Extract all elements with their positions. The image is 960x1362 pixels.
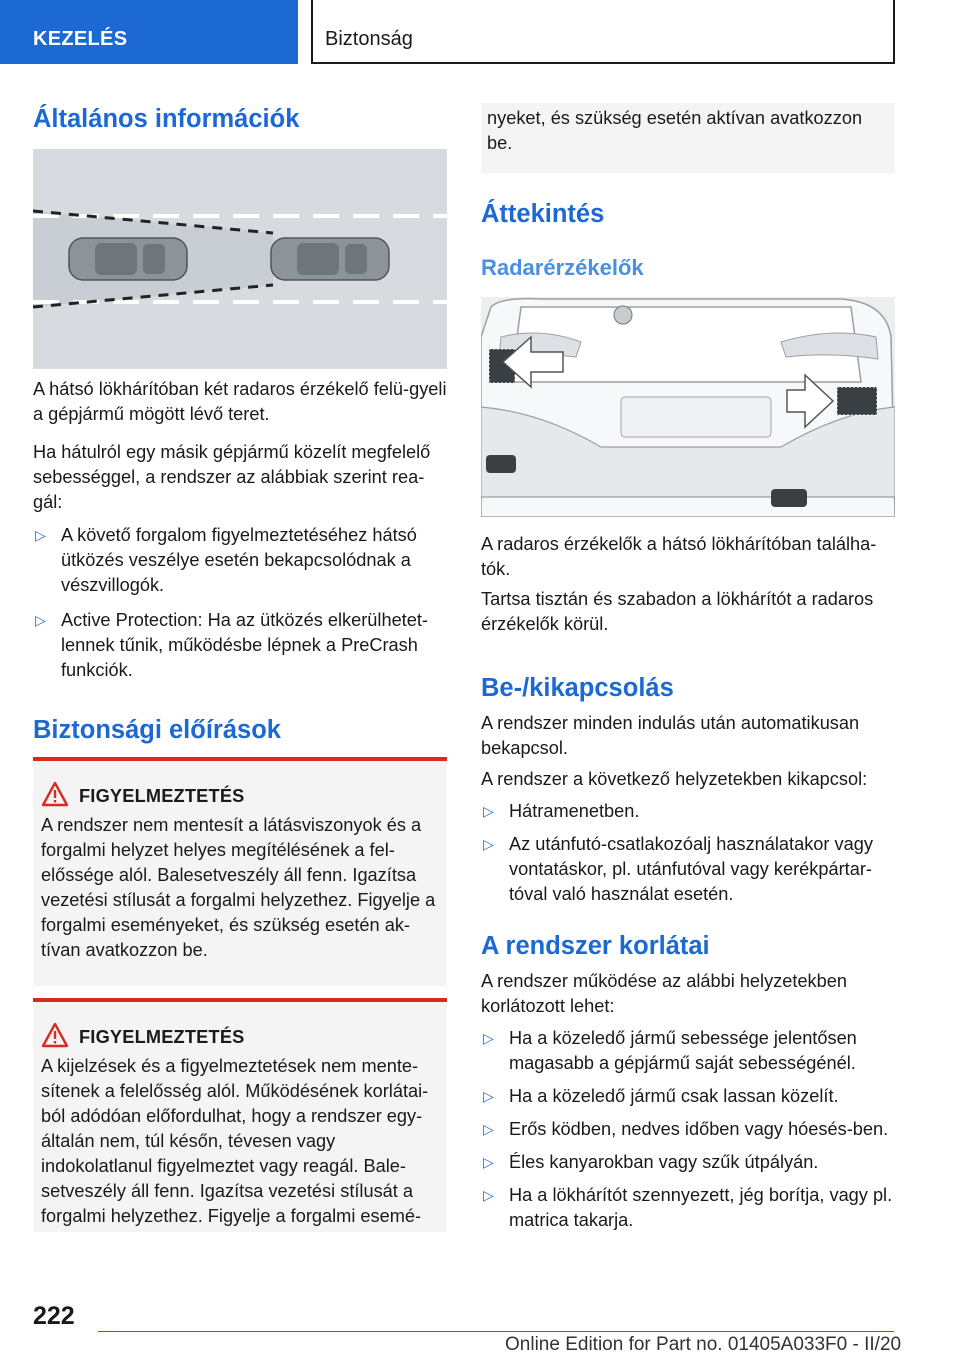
triangle-right-icon: ▷ <box>483 1187 494 1203</box>
warning-box-1 <box>33 757 447 986</box>
triangle-right-icon: ▷ <box>483 1154 494 1170</box>
warning-label: FIGYELMEZTETÉS <box>79 786 245 806</box>
list-item: ▷ Hátramenetben. <box>481 799 895 824</box>
reaction-list <box>33 523 447 683</box>
lanes-graphic <box>33 149 447 369</box>
list-item: ▷ A követő forgalom figyelmeztetéséhez hátsó ütközés veszélye esetén bekapcsolódnak a vészvillogók. <box>35 525 417 595</box>
right-exhaust <box>771 489 807 507</box>
limits-title: A rendszer korlátai <box>481 932 710 960</box>
list-item: ▷ Az utánfutó-csatlakozóalj használatakor vagy vontatáskor, pl. utánfutóval vagy kerékpártar-tóval való használat esetén. <box>483 834 873 904</box>
sensor-care-note: Tartsa tisztán és szabadon a lökhárítót a radaros érzékelők körül. <box>481 589 874 634</box>
warning-box-2 <box>33 998 447 1232</box>
list-item: ▷ Ha a lökhárítót szennyezett, jég borítja, vagy pl. matrica takarja. <box>483 1185 893 1230</box>
list-item: ▷ Active Protection: Ha az ütközés elkerülhetet-lennek tűnik, működésbe lépnek a PreCrash funkciók. <box>35 610 428 680</box>
sensors-title: Radarérzékelők <box>481 255 644 280</box>
list-item: ▷ Ha a közeledő jármű csak lassan közelít. <box>481 1084 895 1109</box>
chapter-label: Biztonság <box>325 28 413 50</box>
brand-logo-icon <box>614 306 632 324</box>
fig-caption-right: A radaros érzékelők a hátsó lökhárítóban találha-tók. <box>481 534 877 579</box>
switch-off-intro: A rendszer a következő helyzetekben kikapcsol: <box>481 769 868 789</box>
triangle-right-icon: ▷ <box>483 1121 494 1137</box>
triangle-right-icon: ▷ <box>483 1030 494 1046</box>
list-item: ▷ Erős ködben, nedves időben vagy hóesés-ben. <box>481 1117 895 1142</box>
triangle-right-icon: ▷ <box>483 1088 494 1104</box>
edition-text: Online Edition for Part no. 01405A033F0 - II/20 <box>505 1334 902 1355</box>
section-label: KEZELÉS <box>33 28 128 50</box>
warning-label: FIGYELMEZTETÉS <box>79 1027 245 1047</box>
list-item: ▷ Éles kanyarokban vagy szűk útpályán. <box>481 1150 895 1175</box>
warning-triangle-icon <box>41 1022 69 1048</box>
radar-lanes-illustration <box>33 149 447 369</box>
page-number: 222 <box>33 1302 75 1330</box>
license-plate-area <box>621 397 771 437</box>
list-item: ▷ Ha a közeledő jármű sebessége jelentősen magasabb a gépjármű saját sebességénél. <box>483 1028 857 1073</box>
limits-intro: A rendszer működése az alábbi helyzetekben korlátozott lehet: <box>481 971 847 1016</box>
bumper-graphic <box>481 297 895 517</box>
own-car <box>271 238 389 280</box>
following-car <box>69 238 187 280</box>
warning-text: A kijelzések és a figyelmeztetések nem mente-sítenek a felelősség alól. Működésének korlátai-ból adódóan előfordulhat, hogy a rendszer egy-általán nem, túl későn, tévesen vagy indokolatlanul figyelmeztet vagy reagál. Bale-setveszély áll fenn. Igazítsa vezetési stílusát a forgalmi helyzethez. Figyelje a forgalmi esemé- <box>41 1056 429 1226</box>
triangle-right-icon: ▷ <box>35 527 46 543</box>
safety-title: Biztonsági előírások <box>33 716 281 744</box>
overview-title: Áttekintés <box>481 200 605 228</box>
warning-continuation-box <box>481 103 895 173</box>
warning-text: A rendszer nem mentesít a látásviszonyok és a forgalmi helyzet helyes megítélésének a fel-előssége alól. Balesetveszély áll fenn. Igazítsa vezetési stílusát a forgalmi helyzethez. Figyelje a forgalmi eseményeket, és szükség esetén ak-tívan avatkozzon be. <box>41 815 436 960</box>
chapter-box <box>311 0 895 64</box>
triangle-right-icon: ▷ <box>483 803 494 819</box>
warning-continuation-text: nyeket, és szükség esetén aktívan avatkozzon be. <box>487 108 863 153</box>
warning-triangle-icon <box>41 781 69 807</box>
triangle-right-icon: ▷ <box>35 612 46 628</box>
radar-sensor-right <box>837 387 877 415</box>
left-exhaust <box>486 455 516 473</box>
switch-title: Be-/kikapcsolás <box>481 674 674 702</box>
footer-divider <box>98 1331 894 1332</box>
switch-off-list <box>481 799 895 907</box>
fig-caption-left: A hátsó lökhárítóban két radaros érzékelő felü-gyeli a gépjármű mögött lévő teret. <box>33 379 447 424</box>
intro-paragraph: Ha hátulról egy másik gépjármű közelít megfelelő sebességgel, a rendszer az alábbiak szerint rea-gál: <box>33 442 431 512</box>
limits-list <box>481 1026 895 1233</box>
rear-bumper-illustration <box>481 297 895 517</box>
switch-text: A rendszer minden indulás után automatikusan bekapcsol. <box>481 713 860 758</box>
general-info-title: Általános információk <box>33 105 300 133</box>
triangle-right-icon: ▷ <box>483 836 494 852</box>
section-tab <box>0 0 298 64</box>
